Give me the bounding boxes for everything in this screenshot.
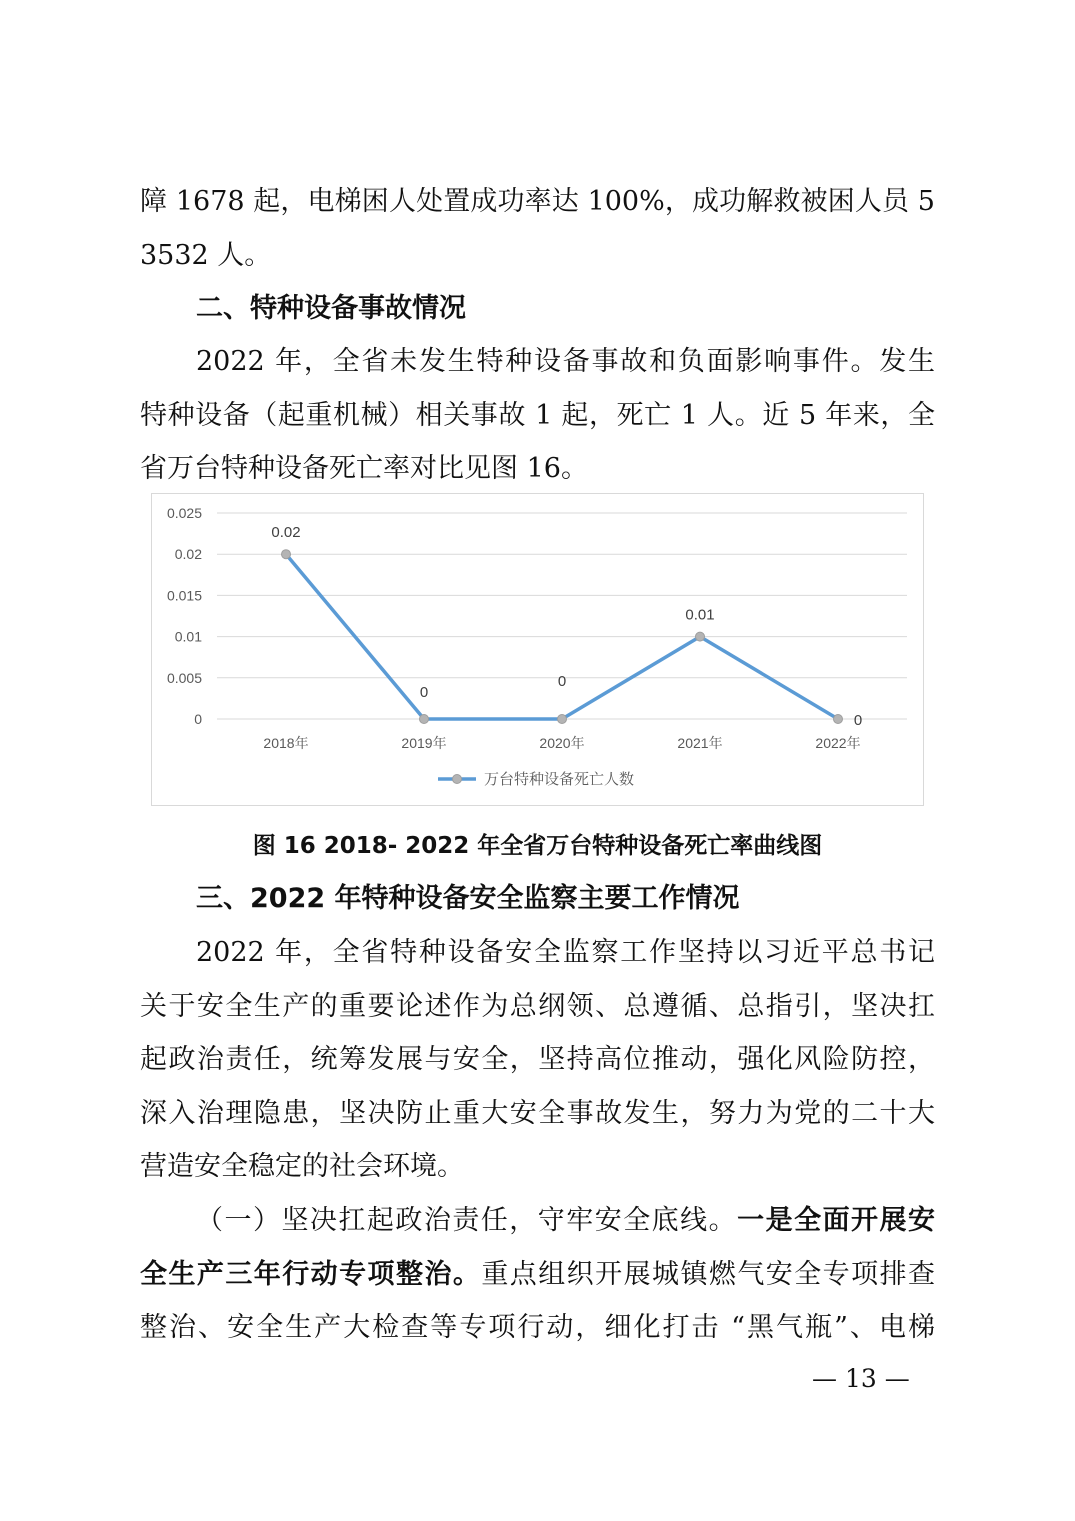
x-tick-label: 2021年	[677, 735, 723, 751]
data-label: 0	[853, 712, 863, 729]
data-label: 0.01	[685, 606, 715, 624]
paragraph-line: 障 1678 起，电梯困人处置成功率达 100%，成功解救被困人员 5	[140, 186, 935, 217]
x-tick-label: 2019年	[401, 735, 447, 751]
paragraph-line	[140, 1258, 935, 1292]
legend-label: 万台特种设备死亡人数	[484, 771, 635, 788]
section-heading: 三、2022 年特种设备安全监察主要工作情况	[196, 883, 740, 914]
figure-caption: 图 16 2018- 2022 年全省万台特种设备死亡率曲线图	[252, 833, 823, 859]
y-tick-label: 0.025	[166, 505, 202, 521]
paragraph-line: 起政治责任，统筹发展与安全，坚持高位推动，强化风险防控，	[140, 1044, 935, 1075]
paragraph-line: 2022 年，全省特种设备安全监察工作坚持以习近平总书记	[196, 937, 935, 968]
paragraph-line	[196, 1204, 935, 1238]
data-label: 0	[557, 673, 567, 690]
bold-phrase: 全生产三年行动专项整治。	[140, 1259, 482, 1290]
y-tick-label: 0	[194, 711, 202, 727]
legend-marker	[453, 775, 462, 784]
data-point	[558, 715, 567, 724]
data-point	[834, 715, 843, 724]
data-point	[282, 550, 291, 559]
data-label: 0.02	[271, 524, 301, 542]
data-point	[420, 715, 429, 724]
paragraph-line: 关于安全生产的重要论述作为总纲领、总遵循、总指引，坚决扛	[140, 991, 935, 1022]
paragraph-line: 营造安全稳定的社会环境。	[140, 1151, 464, 1182]
paragraph-line: 2022 年，全省未发生特种设备事故和负面影响事件。发生	[196, 346, 935, 377]
section-heading: 二、特种设备事故情况	[196, 293, 466, 324]
line-chart	[152, 494, 923, 805]
y-tick-label: 0.005	[166, 669, 202, 686]
x-tick-label: 2018年	[263, 735, 309, 751]
y-tick-label: 0.02	[174, 546, 202, 563]
paragraph-line: 省万台特种设备死亡率对比见图 16。	[140, 453, 588, 484]
paragraph-line: 整治、安全生产大检查等专项行动，细化打击 “黑气瓶”、电梯	[140, 1312, 935, 1343]
paragraph-line: 特种设备（起重机械）相关事故 1 起，死亡 1 人。近 5 年来，全	[140, 400, 935, 431]
paragraph-text: 重点组织开展城镇燃气安全专项排查	[481, 1259, 935, 1290]
y-tick-label: 0.015	[166, 587, 202, 604]
paragraph-line: 深入治理隐患，坚决防止重大安全事故发生，努力为党的二十大	[140, 1098, 935, 1129]
bold-phrase: 一是全面开展安	[737, 1205, 935, 1236]
x-tick-label: 2020年	[539, 735, 585, 751]
paragraph-line: 3532 人。	[140, 240, 272, 271]
chart-container	[151, 493, 924, 806]
data-label: 0	[419, 684, 429, 701]
page-number: — 13 —	[812, 1364, 910, 1393]
subsection-title: （一）坚决扛起政治责任，守牢安全底线。	[196, 1205, 738, 1236]
x-tick-label: 2022年	[815, 735, 861, 751]
data-point	[696, 632, 705, 641]
y-tick-label: 0.01	[174, 628, 202, 645]
